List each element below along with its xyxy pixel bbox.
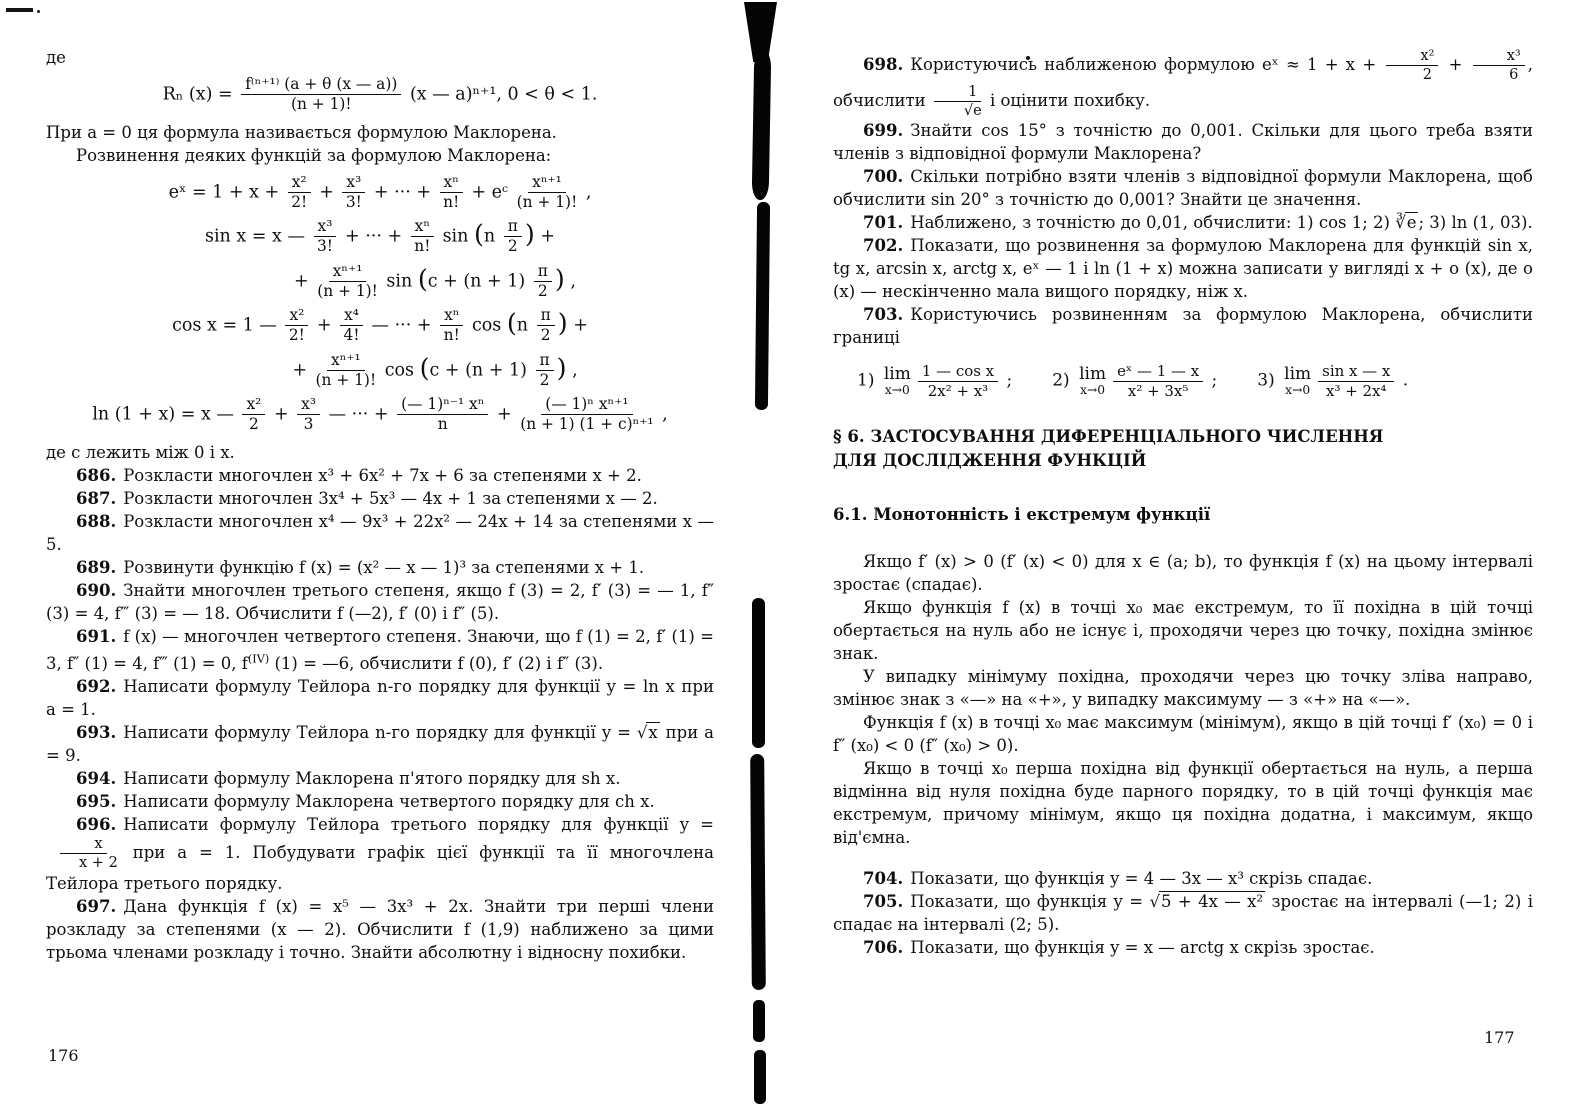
problem-number: 700. <box>863 167 904 186</box>
page-left <box>46 46 714 964</box>
subsection-heading: 6.1. Монотонність і екстремум функції <box>833 505 1211 525</box>
scan-artifact-dash <box>6 8 33 12</box>
problem-number: 705. <box>863 892 904 912</box>
formula-ln-series: ln (1 + x) = x — $\frac{\text{x²}}{2}$ + $\frac{\text{x³}}{3}$ — ··· + $\frac{\text{(— 1)ⁿ⁻¹ xⁿ}}{n}$ + $\frac{\text{(— 1)ⁿ xⁿ⁺¹}}{\text{(n + 1) (1 + c)ⁿ⁺¹}}$ , <box>92 395 668 434</box>
problem-text: Показати, що функція y = 4 — 3x — x³ скрізь спадає. <box>910 869 1373 889</box>
problem-text: Розкласти многочлен x⁴ — 9x³ + 22x² — 24x + 14 за степенями x — 5. <box>46 511 714 554</box>
problem-number: 703. <box>863 305 904 324</box>
problem-number: 693. <box>76 723 117 742</box>
formula-cos-series: cos x = 1 — $\frac{\text{x²}}{2!}$ + $\frac{\text{x⁴}}{4!}$ — ··· + $\frac{\text{xⁿ}}{n!}$ cos (n $\frac{\pi}{2}$ ) + <box>172 306 588 345</box>
problem-number: 695. <box>76 792 117 811</box>
problem-701 <box>833 211 1533 234</box>
problem-text: Показати, що функція y = x — arctg x скрізь зростає. <box>910 938 1375 958</box>
problem-692 <box>46 675 714 721</box>
problem-696 <box>46 813 714 895</box>
spine-ink-segment <box>755 202 770 410</box>
problem-text: Наближено, з точністю до 0,01, обчислити: 1) cos 1; 2) ∛ e ; 3) ln (1, 03). <box>910 213 1533 232</box>
problem-text: Показати, що функція y = √ 5 + 4x — x² зростає на інтервалі (—1; 2) і спадає на інтервалі (2; 5). <box>833 892 1533 935</box>
problem-698 <box>833 48 1533 119</box>
problem-text: Знайти cos 15° з точністю до 0,001. Скільки для цього треба взяти членів з відповідної формули Маклорена? <box>833 121 1533 163</box>
problem-text: Знайти многочлен третього степеня, якщо f (3) = 2, f′ (3) = — 1, f″ (3) = 4, f‴ (3) = — 18. Обчислити f (—2), f′ (0) і f″ (5). <box>46 580 714 623</box>
problem-689 <box>46 556 714 579</box>
problem-number: 696. <box>76 815 117 834</box>
formula-exp-series: eˣ = 1 + x + $\frac{\text{x²}}{2!}$ + $\frac{\text{x³}}{3!}$ + ··· + $\frac{\text{xⁿ}}{n!}$ + eᶜ $\frac{\text{xⁿ⁺¹}}{(n + 1)!}$ , <box>168 172 592 211</box>
problem-text: Розкласти многочлен x³ + 6x² + 7x + 6 за степенями x + 2. <box>123 465 642 485</box>
problem-number: 688. <box>76 511 117 531</box>
problem-text: Розкласти многочлен 3x⁴ + 5x³ — 4x + 1 за степенями x — 2. <box>123 488 658 508</box>
paragraph-maclaurin: При a = 0 ця формула називається формулою Маклорена. <box>46 122 557 142</box>
limit-2: 2) lim x→0 $\frac{\text{eˣ — 1 — x}}{\text{x² + 3x⁵}}$ ; <box>1052 362 1218 400</box>
formula-sin-series: sin x = x — $\frac{\text{x³}}{3!}$ + ··· + $\frac{\text{xⁿ}}{n!}$ sin (n $\frac{\pi}{2}$ ) + <box>204 217 556 256</box>
problem-number: 694. <box>76 769 117 788</box>
problem-700 <box>833 165 1533 211</box>
problem-704 <box>833 867 1533 890</box>
problem-690 <box>46 579 714 625</box>
problem-number: 704. <box>863 869 904 889</box>
spine-ink-segment <box>753 1000 765 1042</box>
section-heading-line2: ДЛЯ ДОСЛІДЖЕННЯ ФУНКЦІЙ <box>833 451 1147 471</box>
problem-699 <box>833 119 1533 165</box>
theory-paragraph-2: Якщо функція f (x) в точці x₀ має екстремум, то її похідна в цій точці обертається на нуль або не існує і, проходячи через цю точку, похідна змінює знак. <box>833 598 1533 664</box>
paragraph-expansions: Розвинення деяких функцій за формулою Маклорена: <box>76 145 552 165</box>
problem-text: Розвинути функцію f (x) = (x² — x — 1)³ за степенями x + 1. <box>123 557 645 577</box>
problem-706 <box>833 936 1533 959</box>
spine-ink-segment <box>754 1050 766 1104</box>
problem-705 <box>833 890 1533 936</box>
problem-text: Написати формулу Маклорена п'ятого порядку для sh x. <box>123 769 621 788</box>
problem-text: Написати формулу Тейлора третього порядку для функції y = $\frac{x}{x + 2}$ при a = 1. Побудувати графік цієї функції та її многочлена Тейлора третього порядку. <box>46 815 714 893</box>
problem-694 <box>46 767 714 790</box>
problem-number: 691. <box>76 626 117 646</box>
limits-row <box>833 363 1533 399</box>
problem-687 <box>46 487 714 510</box>
scan-artifact-dot <box>37 10 40 13</box>
problem-691 <box>46 625 714 676</box>
problem-number: 701. <box>863 213 904 232</box>
limit-1: 1) lim x→0 $\frac{\text{1 — cos x}}{\text{2x² + x³}}$ ; <box>857 362 1013 400</box>
problem-697 <box>46 895 714 964</box>
problem-text: Користуючись розвиненням за формулою Маклорена, обчислити границі <box>833 305 1533 347</box>
theory-paragraph-4: Функція f (x) в точці x₀ має максимум (мінімум), якщо в цій точці f′ (x₀) = 0 і f″ (x₀) < 0 (f″ (x₀) > 0). <box>833 713 1533 756</box>
formula-cos-series-cont: + $\frac{\text{xⁿ⁺¹}}{(n + 1)!}$ cos (c + (n + 1) $\frac{\pi}{2}$ ) , <box>292 350 578 389</box>
problem-688 <box>46 510 714 556</box>
problem-text: Скільки потрібно взяти членів з відповідної формули Маклорена, щоб обчислити sin 20° з точністю до 0,001? Знайти це значення. <box>833 167 1533 209</box>
problem-text: Дана функція f (x) = x⁵ — 3x³ + 2x. Знайти три перші члени розкладу за степенями (x — 2). Обчислити f (1,9) наближено за цими трьома членами розкладу і точно. Знайти абсолютну і відносну похибки. <box>46 896 714 962</box>
problem-695 <box>46 790 714 813</box>
spine-ink-segment <box>752 50 772 200</box>
problem-number: 698. <box>863 55 904 75</box>
problem-number: 706. <box>863 938 904 958</box>
page-number-left: 176 <box>48 1046 79 1065</box>
problem-number: 699. <box>863 121 904 140</box>
theory-paragraph-5: Якщо в точці x₀ перша похідна від функції обертається на нуль, а перша відмінна від нуля похідна буде парного порядку, то в цій точці функція має екстремум, причому мінімум, якщо ця похідна додатна, і максимум, якщо від'ємна. <box>833 759 1533 848</box>
problem-703 <box>833 303 1533 349</box>
problem-number: 697. <box>76 896 117 916</box>
spine-ink-segment <box>750 754 766 990</box>
limit-3: 3) lim x→0 $\frac{\text{sin x — x}}{\text{x³ + 2x⁴}}$ . <box>1257 362 1409 400</box>
problem-number: 690. <box>76 580 117 600</box>
problem-text: Написати формулу Тейлора n-го порядку для функції y = √ x при a = 9. <box>46 723 714 765</box>
problem-number: 702. <box>863 236 904 255</box>
problem-number: 692. <box>76 677 117 696</box>
problem-693 <box>46 721 714 767</box>
page-right <box>833 48 1533 959</box>
problem-number: 689. <box>76 557 117 577</box>
problem-text: Користуючись наближеною формулою eˣ ≈ 1 + x + $\frac{\text{x²}}{2}$ + $\frac{\text{x³}}{6}$ , обчислити $\frac{1}{√e}$ і оцінити похибку. <box>833 48 1534 119</box>
problem-number: 687. <box>76 488 117 508</box>
problem-text: Показати, що розвинення за формулою Маклорена для функцій sin x, tg x, arcsin x, arctg x, eˣ — 1 і ln (1 + x) можна записати у вигляді x + o (x), де o (x) — нескінченно мала вищого порядку, ніж x. <box>833 236 1533 301</box>
problem-686 <box>46 464 714 487</box>
problem-number: 686. <box>76 465 117 485</box>
problem-text: f (x) — многочлен четвертого степеня. Знаючи, що f (1) = 2, f′ (1) = 3, f″ (1) = 4, f‴ (1) = 0, $f^{(IV)}$ (1) = —6, обчислити f (0), f′ (2) і f″ (3). <box>46 626 714 673</box>
theory-paragraph-1: Якщо f′ (x) > 0 (f′ (x) < 0) для x ∈ (a; b), то функція f (x) на цьому інтервалі зростає (спадає). <box>833 552 1533 595</box>
spine-ink-segment <box>752 598 765 748</box>
lead-word: де <box>46 48 66 67</box>
problem-text: Написати формулу Тейлора n-го порядку для функції y = ln x при a = 1. <box>46 677 714 719</box>
problem-702 <box>833 234 1533 303</box>
paragraph-where-c: де c лежить між 0 і x. <box>46 442 235 462</box>
theory-paragraph-3: У випадку мінімуму похідна, проходячи через цю точку зліва направо, змінює знак з «—» на «+», у випадку максимуму — з «+» на «—». <box>833 667 1533 710</box>
section-heading <box>833 425 1533 473</box>
page-number-right: 177 <box>1484 1028 1515 1047</box>
problem-text: Написати формулу Маклорена четвертого порядку для ch x. <box>123 792 655 811</box>
formula-remainder-term: Rₙ (x) = $\frac{\text{f⁽ⁿ⁺¹⁾ (a + θ (x — a))}}{(n + 1)!}$ (x — a)ⁿ⁺¹, 0 < θ < 1. <box>162 75 598 114</box>
formula-sin-series-cont: + $\frac{\text{xⁿ⁺¹}}{(n + 1)!}$ sin (c + (n + 1) $\frac{\pi}{2}$ ) , <box>294 261 576 300</box>
section-heading-line1: § 6. ЗАСТОСУВАННЯ ДИФЕРЕНЦІАЛЬНОГО ЧИСЛЕННЯ <box>833 427 1384 447</box>
